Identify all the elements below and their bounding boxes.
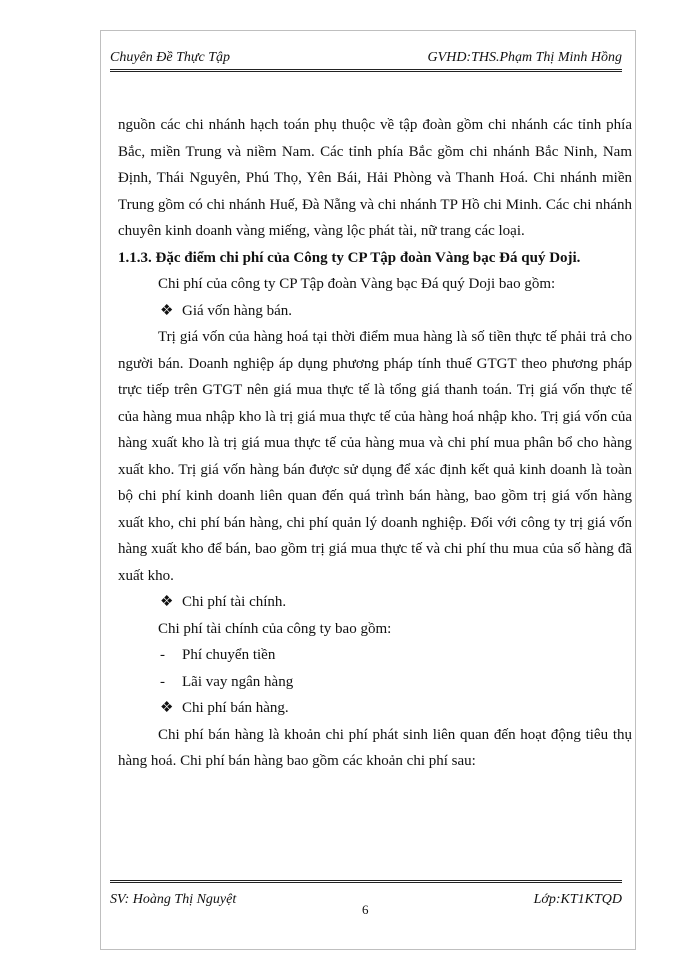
paragraph-selling-costs: Chi phí bán hàng là khoản chi phí phát sinh liên quan đến hoạt động tiêu thụ hàng hoá. Chi phí bán hàng bao gồm các khoản chi phí sau: (118, 726, 632, 769)
bullet-diamond-icon: ❖ (160, 302, 174, 319)
page-footer (110, 892, 622, 916)
header-rule (110, 69, 622, 72)
dash-item (118, 642, 632, 669)
document-body (118, 112, 632, 775)
paragraph-branches: nguồn các chi nhánh hạch toán phụ thuộc về tập đoàn gồm chi nhánh các tỉnh phía Bắc, miền Trung và niềm Nam. Các tỉnh phía Bắc gồm chi nhánh Bắc Ninh, Nam Định, Thái Nguyên, Phú Thọ, Yên Bái, Hải Phòng và Thanh Hoá. Chi nhánh miền Trung gồm có chi nhánh Huế, Đà Nẵng và chi nhánh TP Hồ chi Minh. Các chi nhánh chuyên kinh doanh vàng miếng, vàng lộc phát tài, nữ trang các loại. (118, 117, 632, 239)
header-supervisor: GVHD:THS.Phạm Thị Minh Hồng (427, 50, 622, 65)
dash-item (118, 669, 632, 696)
page-header (110, 50, 622, 70)
bullet-item (118, 695, 632, 722)
bullet-item (118, 589, 632, 616)
dash-marker: - (160, 647, 165, 663)
paragraph-financial-costs: Chi phí tài chính của công ty bao gồm: (158, 620, 392, 637)
bullet-label: Chi phí bán hàng. (182, 700, 289, 716)
footer-student: SV: Hoàng Thị Nguyệt (110, 892, 237, 907)
footer-rule (110, 880, 622, 883)
bullet-item (118, 298, 632, 325)
paragraph-intro: Chi phí của công ty CP Tập đoàn Vàng bạc Đá quý Doji bao gồm: (158, 276, 556, 292)
bullet-label: Chi phí tài chính. (182, 594, 287, 610)
dash-label: Phí chuyển tiền (182, 647, 276, 663)
bullet-label: Giá vốn hàng bán. (182, 302, 292, 319)
header-course-title: Chuyên Đề Thực Tập (110, 50, 231, 65)
dash-label: Lãi vay ngân hàng (182, 673, 294, 690)
section-heading: 1.1.3. Đặc điểm chi phí của Công ty CP Tập đoàn Vàng bạc Đá quý Doji. (118, 249, 581, 266)
paragraph-cost-of-goods: Trị giá vốn của hàng hoá tại thời điểm mua hàng là số tiền thực tế phải trả cho người bán. Doanh nghiệp áp dụng phương pháp tính thuế GTGT theo phương pháp trực tiếp trên GTGT nên giá mua thực tế là tổng giá thanh toán. Trị giá vốn thực tế của hàng mua nhập kho là trị giá mua thực tế của hàng hoá nhập kho. Trị giá vốn của hàng xuất kho là trị giá mua thực tế của hàng mua và chi phí mua phân bổ cho hàng xuất kho. Trị giá vốn hàng bán được sử dụng để xác định kết quả kinh doanh là toàn bộ chi phí kinh doanh liên quan đến quá trình bán hàng, bao gồm trị giá vốn hàng xuất kho, chi phí bán hàng, chi phí quản lý doanh nghiệp. Đối với công ty trị giá vốn hàng xuất kho để bán, bao gồm trị giá mua thực tế và chi phí thu mua của số hàng đã xuất kho. (118, 329, 632, 584)
page-number: 6 (362, 902, 369, 917)
bullet-diamond-icon: ❖ (160, 594, 174, 610)
footer-class: Lớp:KT1KTQD (533, 892, 622, 907)
bullet-diamond-icon: ❖ (160, 700, 174, 716)
dash-marker: - (160, 673, 165, 690)
